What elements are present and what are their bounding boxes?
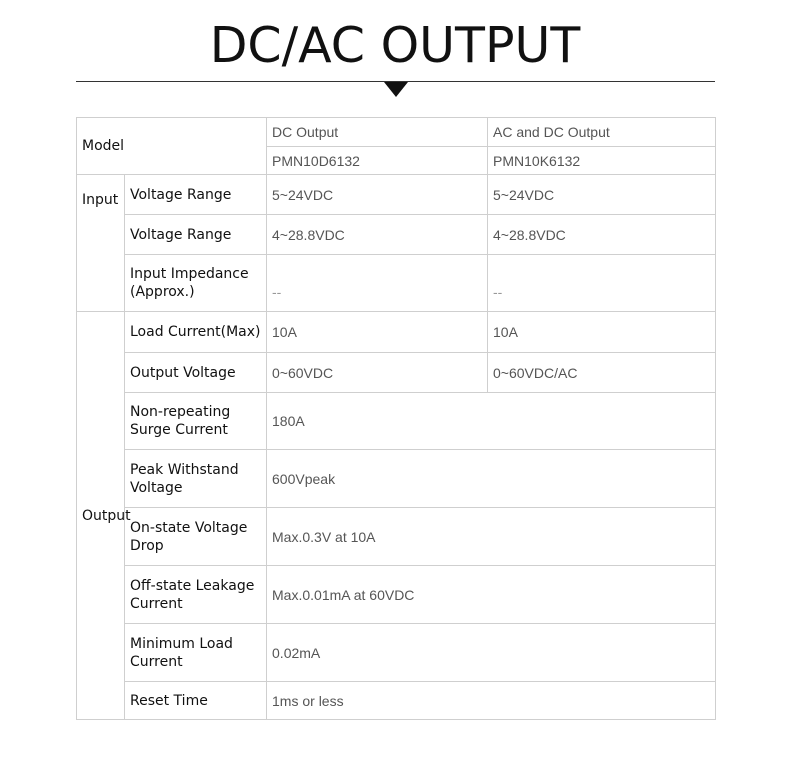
row-label: Load Current(Max)	[125, 312, 267, 353]
table-row	[77, 255, 716, 312]
cell-ac: 10A	[488, 312, 716, 353]
cell-shared: Max.0.3V at 10A	[267, 508, 716, 566]
row-label: Non-repeating Surge Current	[125, 393, 267, 450]
row-label: Input Impedance (Approx.)	[125, 255, 267, 312]
row-label: Reset Time	[125, 682, 267, 720]
table-row	[77, 682, 716, 720]
cell-shared: Max.0.01mA at 60VDC	[267, 566, 716, 624]
down-arrow-icon	[384, 82, 408, 97]
cell-shared: 1ms or less	[267, 682, 716, 720]
cell-ac: 0~60VDC/AC	[488, 353, 716, 393]
output-group-label: Output	[77, 312, 125, 720]
model-label: Model	[77, 118, 267, 175]
cell-dc: --	[267, 255, 488, 312]
column-model-dc: PMN10D6132	[267, 147, 488, 175]
row-label: Minimum Load Current	[125, 624, 267, 682]
table-row	[77, 215, 716, 255]
cell-dc: 5~24VDC	[267, 175, 488, 215]
cell-shared: 0.02mA	[267, 624, 716, 682]
row-label: Off-state Leakage Current	[125, 566, 267, 624]
table-row	[77, 175, 716, 215]
cell-dc: 0~60VDC	[267, 353, 488, 393]
cell-ac: 5~24VDC	[488, 175, 716, 215]
table-row	[77, 118, 716, 147]
table-row	[77, 624, 716, 682]
table-row	[77, 353, 716, 393]
table-row	[77, 566, 716, 624]
column-type-ac: AC and DC Output	[488, 118, 716, 147]
row-label: Voltage Range	[125, 175, 267, 215]
table-row	[77, 508, 716, 566]
cell-shared: 600Vpeak	[267, 450, 716, 508]
row-label: On-state Voltage Drop	[125, 508, 267, 566]
cell-dc: 4~28.8VDC	[267, 215, 488, 255]
row-label: Output Voltage	[125, 353, 267, 393]
row-label: Voltage Range	[125, 215, 267, 255]
table-row	[77, 450, 716, 508]
table-row	[77, 393, 716, 450]
column-type-dc: DC Output	[267, 118, 488, 147]
spec-table	[76, 117, 716, 720]
column-model-ac: PMN10K6132	[488, 147, 716, 175]
cell-ac: 4~28.8VDC	[488, 215, 716, 255]
row-label: Peak Withstand Voltage	[125, 450, 267, 508]
table-row	[77, 312, 716, 353]
cell-ac: --	[488, 255, 716, 312]
input-group-label: Input	[77, 175, 125, 312]
cell-shared: 180A	[267, 393, 716, 450]
cell-dc: 10A	[267, 312, 488, 353]
page-title: DC/AC OUTPUT	[209, 17, 581, 74]
